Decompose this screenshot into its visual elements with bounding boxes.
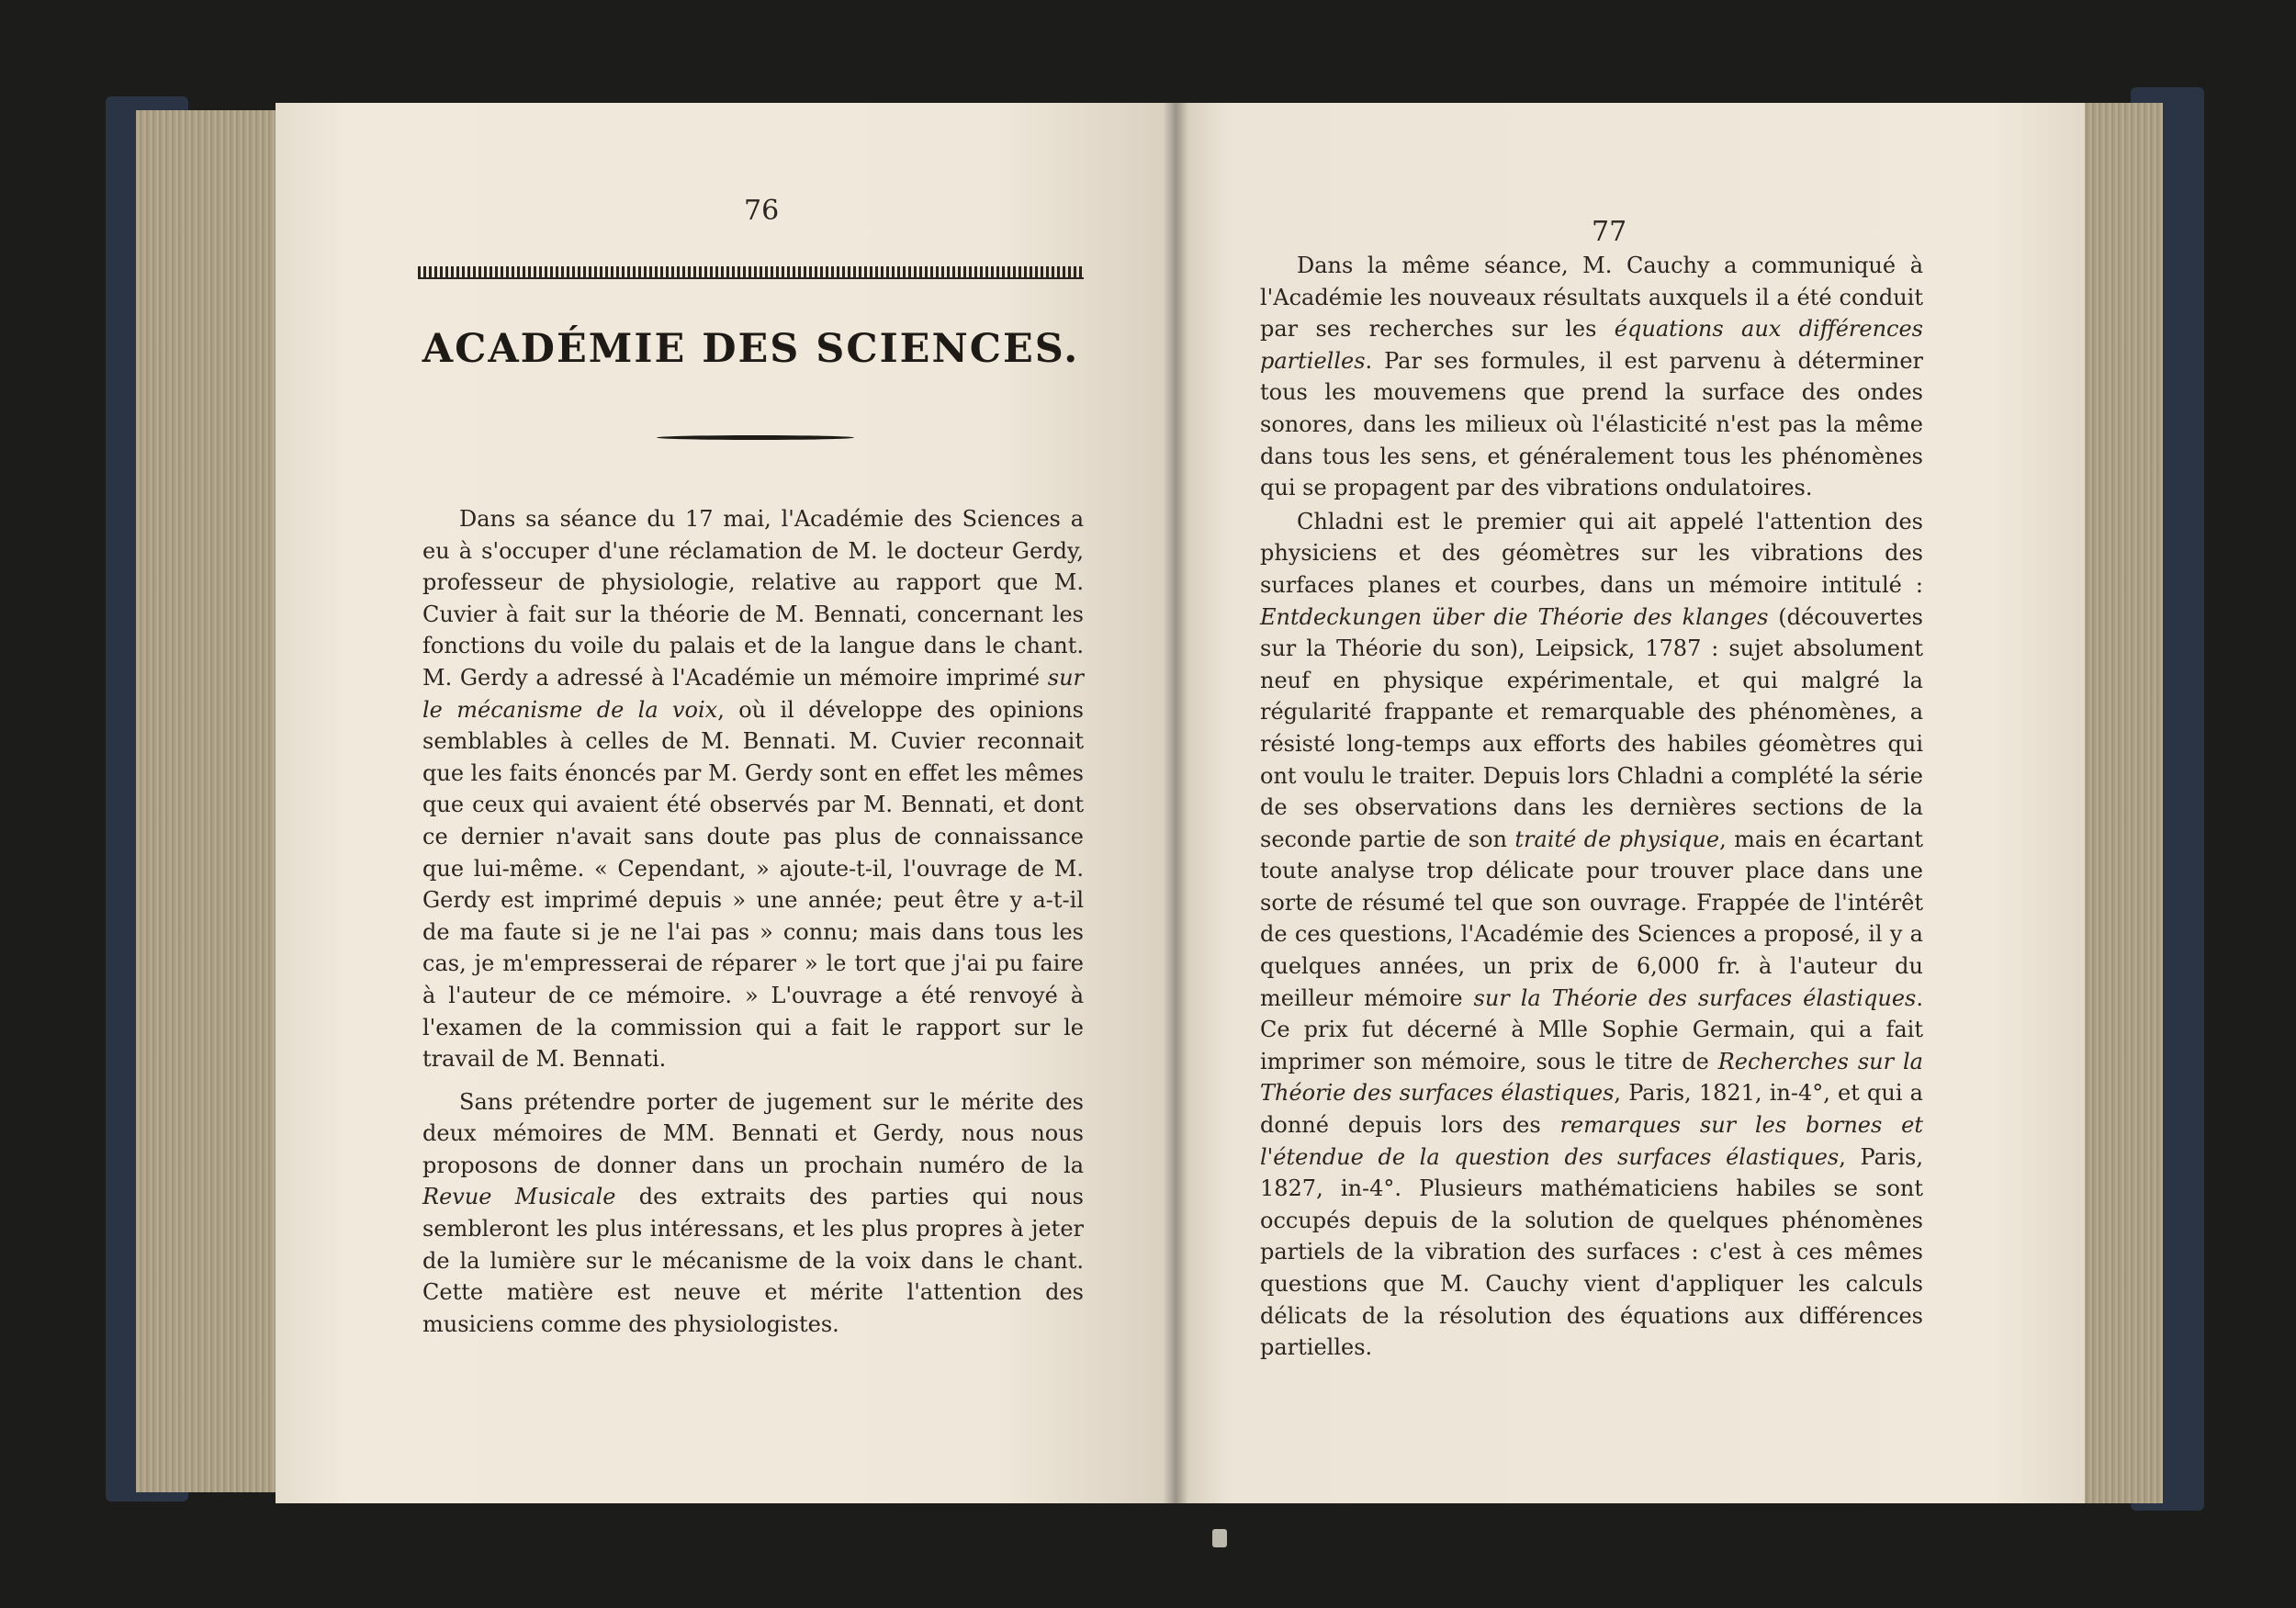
text-run: . Ce prix fut décerné à Mlle Sophie Germain, qui a fait imprimer son mémoire, sous le titre de bbox=[1260, 984, 1923, 1074]
text-run: Dans la même séance, M. Cauchy a communiqué à l'Académie les nouveaux résultats auxquels il a été conduit par ses recherches sur les bbox=[1260, 253, 1923, 343]
paragraph bbox=[422, 1086, 1084, 1341]
italic-text-run: Recherches sur la Théorie des surfaces élastiques bbox=[1260, 1048, 1923, 1107]
right-text-column bbox=[1260, 250, 1923, 1366]
paragraph bbox=[422, 503, 1084, 1075]
section-title: ACADÉMIE DES SCIENCES. bbox=[422, 326, 1080, 372]
italic-text-run: équations aux différences partielles bbox=[1260, 316, 1923, 374]
paragraph bbox=[1260, 506, 1923, 1364]
text-run: , où il développe des opinions semblables à celles de M. Bennati. M. Cuvier reconnait que les faits énoncés par M. Gerdy sont en effet les mêmes que ceux qui avaient été observés par M. Bennati, et dont ce dernier n'avait sans doute pas plus de connaissance que lui-même. « Cependant, » ajoute-t-il, l'ouvrage de M. Gerdy est imprimé depuis » une année; peut être y a-t-il de ma faute si je ne l'ai pas » connu; mais dans tous les cas, je m'empresserai de réparer » le tort que j'ai pu faire à l'auteur de ce mémoire. » L'ouvrage a été renvoyé à l'examen de la commission qui a fait le rapport sur le travail de M. Bennati. bbox=[422, 696, 1084, 1073]
italic-text-run: traité de physique bbox=[1514, 826, 1720, 852]
text-run: Chladni est le premier qui ait appelé l'attention des physiciens et des géomètres sur les vibrations des surfaces planes et courbes, dans un mémoire intitulé : bbox=[1260, 508, 1923, 598]
text-run: , Paris, 1827, in-4°. Plusieurs mathématiciens habiles se sont occupés depuis de la solution de quelques phénomènes partiels de la vibration des surfaces : c'est à ces mêmes questions que M. Cauchy vient d'appliquer les calculs délicats de la résolution des équations aux différences partielles. bbox=[1260, 1143, 1923, 1361]
text-run: . Par ses formules, il est parvenu à déterminer tous les mouvemens que prend la surface des ondes sonores, dans les milieux où l'élasticité n'est pas la même dans tous les sens, et généralement tous les phénomènes qui se propagent par des vibrations ondulatoires. bbox=[1260, 347, 1923, 501]
text-run: , mais en écartant toute analyse trop délicate pour trouver place dans une sorte de résumé tel que son ouvrage. Frappée de l'intérêt de ces questions, l'Académie des Sciences a proposé, il y a quelques années, un prix de 6,000 fr. à l'auteur du meilleur mémoire bbox=[1260, 826, 1924, 1011]
title-divider bbox=[657, 435, 854, 440]
ornamental-rule bbox=[418, 266, 1084, 279]
text-run: , Paris, 1821, in-4°, et qui a donné depuis lors des bbox=[1260, 1080, 1923, 1139]
italic-text-run: Entdeckungen über die Théorie des klanges bbox=[1260, 603, 1769, 630]
page-edges-right bbox=[2076, 103, 2163, 1503]
text-run: des extraits des parties qui nous sembleront les plus intéressans, et les plus propres à jeter de la lumière sur le mécanisme de la voix dans le chant. Cette matière est neuve et mérite l'attention des musiciens comme des physiologistes. bbox=[422, 1184, 1084, 1337]
text-run: Dans sa séance du 17 mai, l'Académie des Sciences a eu à s'occuper d'une réclamation de M. le docteur Gerdy, professeur de physiologie, relative au rapport que M. Cuvier à fait sur la théorie de M. Bennati, concernant les fonctions du voile du palais et de la langue dans le chant. M. Gerdy a adressé à l'Académie un mémoire imprimé bbox=[422, 506, 1084, 691]
book-gutter bbox=[1163, 103, 1188, 1503]
italic-text-run: sur la Théorie des surfaces élastiques bbox=[1473, 984, 1917, 1011]
italic-text-run: sur le mécanisme de la voix bbox=[422, 664, 1084, 723]
page-clip bbox=[1212, 1529, 1227, 1547]
paragraph bbox=[1260, 250, 1923, 504]
page-edges-left bbox=[136, 110, 283, 1492]
left-text-column bbox=[422, 503, 1084, 1351]
italic-text-run: Revue Musicale bbox=[422, 1184, 616, 1210]
text-run: (découvertes sur la Théorie du son), Leipsick, 1787 : sujet absolument neuf en physique expérimentale, et qui malgré la régularité frappante et remarquable des phénomènes, a résisté long-temps aux efforts des habiles géomètres qui ont voulu le traiter. Depuis lors Chladni a complété la série de ses observations dans les dernières sections de la seconde partie de son bbox=[1260, 603, 1923, 852]
page-number-left: 76 bbox=[744, 195, 780, 227]
page-number-right: 77 bbox=[1592, 216, 1627, 248]
italic-text-run: remarques sur les bornes et l'étendue de la question des surfaces élastiques bbox=[1260, 1112, 1923, 1170]
text-run: Sans prétendre porter de jugement sur le mérite des deux mémoires de MM. Bennati et Gerdy, nous nous proposons de donner dans un prochain numéro de la bbox=[422, 1088, 1084, 1178]
